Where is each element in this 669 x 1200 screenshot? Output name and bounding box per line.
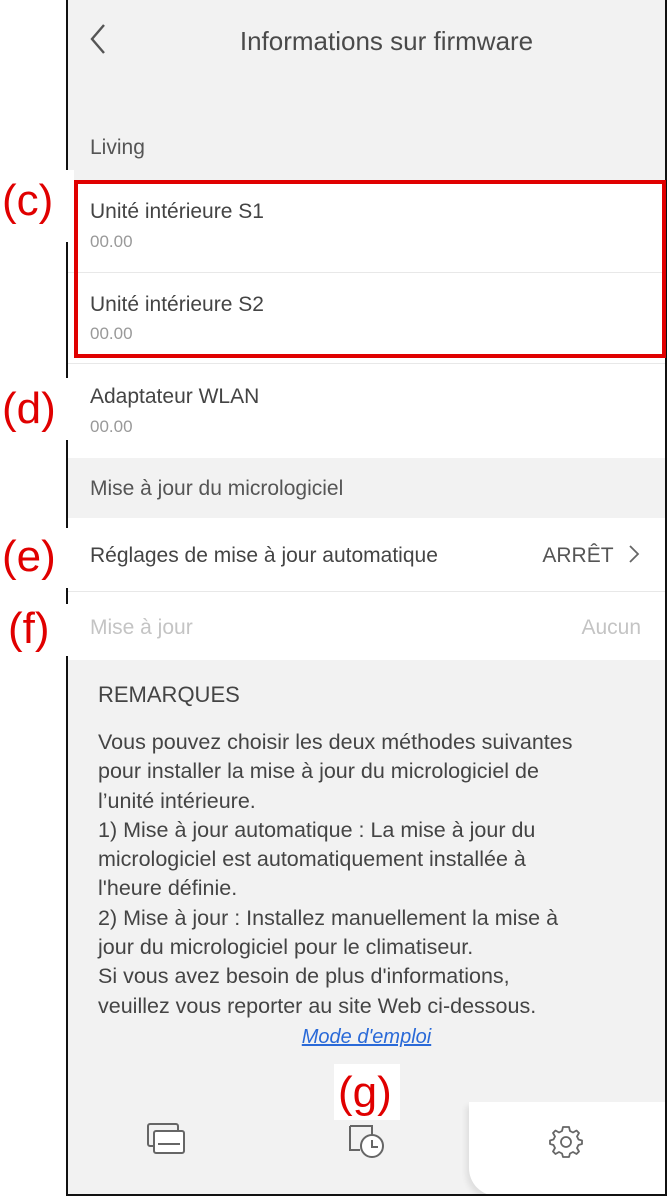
unit-row-wlan[interactable] [68,364,665,458]
timer-icon [346,1116,390,1160]
manual-update-label: Mise à jour [90,616,193,639]
chevron-right-icon [627,544,641,564]
callout-background [58,170,74,242]
auto-update-value [542,544,641,568]
remarks-body: Vous pouvez choisir les deux méthodes suivantes pour installer la mise à jour du micrologiciel de l’unité intérieure. 1) Mise à jour automatique : La mise à jour du micrologiciel est automatiquement installée à l'heure définie. 2) Mise à jour : Installez manuellement la mise à jour du micrologiciel pour le climatiseur. Si vous avez besoin de plus d'informations, veuillez vous reporter au site Web ci-dessous. [98,730,573,1018]
auto-update-settings-row[interactable] [68,518,665,591]
unit-version: 00.00 [90,417,133,436]
section-label-living: Living [90,136,145,159]
auto-update-status: ARRÊT [542,544,614,567]
callout-background [58,378,74,440]
unit-name: Unité intérieure S1 [90,200,264,223]
callout-background [58,528,74,588]
unit-version: 00.00 [90,324,133,343]
callout-e: (e) [2,532,56,581]
callout-c: (c) [2,176,54,225]
manual-update-row [68,592,665,660]
callout-d: (d) [2,384,56,433]
unit-name: Unité intérieure S2 [90,293,264,316]
callout-background [58,604,74,656]
section-label-update: Mise à jour du micrologiciel [90,477,344,500]
unit-name: Adaptateur WLAN [90,385,260,408]
page-title: Informations sur firmware [239,26,534,56]
tab-devices[interactable] [68,1102,268,1196]
gear-icon [549,1124,583,1158]
auto-update-label: Réglages de mise à jour automatique [90,544,438,567]
remarks-title: REMARQUES [98,682,240,707]
callout-g: (g) [338,1068,392,1117]
user-manual-link[interactable]: Mode d'emploi [301,1026,432,1048]
highlight-box [74,180,666,358]
callout-f: (f) [8,604,50,653]
tab-settings[interactable] [469,1102,667,1196]
manual-update-value: Aucun [581,616,641,639]
unit-version: 00.00 [90,232,133,251]
header [68,0,665,88]
devices-icon [146,1122,186,1156]
